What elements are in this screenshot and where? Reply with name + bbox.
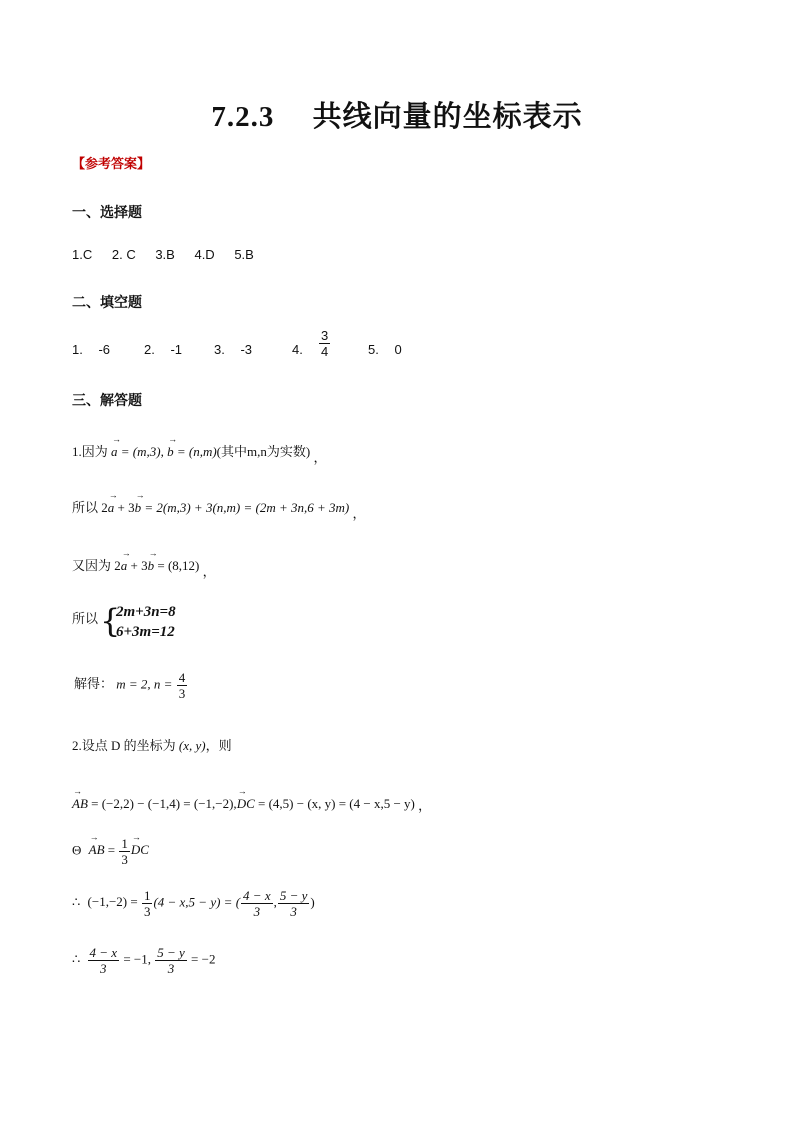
problem2-t1-fraction-b (278, 888, 310, 919)
therefore-symbol: ∴ (72, 951, 81, 967)
problem2-line1-tail: ， (418, 798, 432, 813)
system-equation-2: 6+3m=12 (116, 624, 175, 640)
problem1-solve-prefix: 解得： (74, 676, 114, 692)
answer-tag: 【参考答案】 (72, 156, 151, 171)
fraction-numerator: 5 − y (279, 888, 308, 903)
fill-answer-4-numerator: 3 (321, 328, 329, 343)
choice-answers (72, 247, 254, 262)
problem2-t2-mid: = −1, (123, 951, 151, 967)
fill-answer-4-label: 4. (292, 342, 303, 357)
problem1-given-note: (其中m,n为实数) (216, 444, 311, 459)
problem2-intro-tail: ，则 (205, 738, 232, 753)
problem2-t2-tail: = −2 (191, 951, 216, 967)
problem1-also-line (72, 555, 216, 579)
problem1-intro: 1.因为 (72, 444, 108, 459)
problem2-intro-coord: (x, y) (178, 738, 206, 753)
problem1-system-prefix: 所以 (72, 611, 99, 626)
vector-ab-label: → AB (72, 796, 88, 812)
problem1-given-line (72, 441, 327, 465)
fraction-denominator: 3 (100, 961, 107, 976)
problem1-given-tail: ， (313, 450, 327, 465)
fraction-denominator: 3 (143, 904, 151, 919)
fraction-numerator: 4 − x (89, 945, 118, 960)
problem2-t2-fraction-b (155, 945, 187, 976)
vector-a-label: → a (108, 500, 115, 516)
problem1-solve-expr: m = 2, n = (116, 676, 173, 692)
section-fill-heading: 二、填空题 (72, 296, 142, 311)
problem1-solve-fraction (177, 670, 188, 701)
problem1-solution-line (72, 670, 188, 701)
vector-b-label: → b (135, 500, 142, 516)
fill-value-3: -3 (240, 342, 253, 357)
fill-value-5: 0 (394, 342, 402, 357)
vector-a-label: → a (111, 444, 118, 460)
problem1-so1-tail: ， (352, 506, 366, 521)
problem2-intro-line (72, 735, 232, 754)
section-choice-heading: 一、选择题 (72, 206, 142, 221)
problem2-because-line (72, 836, 149, 867)
problem2-because-fraction (119, 836, 130, 867)
fraction-denominator: 3 (178, 686, 186, 701)
brace-icon: { (100, 602, 121, 640)
problem2-because-eq: = (107, 842, 116, 858)
problem2-ab-expr: = (−2,2) − (−1,4) = (−1,−2), (91, 796, 237, 811)
choice-answer-4: 4.D (194, 247, 215, 262)
choice-answer-1: 1.C (72, 247, 93, 262)
problem2-intro: 2.设点 D 的坐标为 (72, 738, 176, 753)
problem1-also-expr: = (8,12) (157, 558, 200, 573)
fill-answer-4-fraction (319, 328, 330, 359)
problem2-therefore-line-2 (72, 945, 215, 976)
problem2-t1-fraction (142, 888, 153, 919)
fraction-numerator: 4 (178, 670, 186, 685)
problem2-dc-expr: = (4,5) − (x, y) = (4 − x,5 − y) (258, 796, 415, 811)
vector-b-label: → b (148, 558, 155, 574)
fill-answer-4-denominator: 4 (321, 344, 329, 359)
fill-value-2: -1 (170, 342, 183, 357)
fill-label-5: 5. (368, 342, 379, 357)
because-symbol: Θ (72, 842, 82, 858)
problem1-also-prefix: 又因为 (72, 558, 112, 573)
vector-dc-label: → DC (131, 842, 149, 858)
problem2-t1-left: (−1,−2) = (87, 894, 138, 910)
problem1-sum-line (72, 497, 366, 521)
coef-three: 3 (141, 558, 148, 573)
problem1-so1-expr: = 2(m,3) + 3(n,m) = (2m + 3n,6 + 3m) (144, 500, 350, 515)
vector-a-label: → a (121, 558, 128, 574)
vector-b-label: → b (167, 444, 174, 460)
therefore-symbol: ∴ (72, 894, 81, 910)
plus-sign: + (130, 558, 138, 573)
problem2-t2-fraction-a (88, 945, 120, 976)
vector-dc-label: → DC (237, 796, 255, 812)
fill-answer-1 (72, 342, 110, 357)
coef-three: 3 (128, 500, 135, 515)
fill-answer-3 (214, 342, 252, 357)
choice-answer-3: 3.B (155, 247, 175, 262)
problem2-therefore-line-1 (72, 888, 315, 919)
problem1-so1-prefix: 所以 (72, 500, 99, 515)
coef-two: 2 (114, 558, 121, 573)
vector-ab-label: → AB (89, 842, 105, 858)
section-solve-heading: 三、解答题 (72, 394, 142, 409)
fill-value-1: -6 (98, 342, 111, 357)
fraction-numerator: 1 (121, 836, 128, 851)
fill-answer-5 (368, 342, 402, 357)
fill-label-1: 1. (72, 342, 83, 357)
problem2-t1-mid: (4 − x,5 − y) = ( (153, 894, 241, 910)
fill-answer-2 (144, 342, 182, 357)
fill-label-2: 2. (144, 342, 155, 357)
choice-answer-2: 2. C (111, 247, 136, 262)
fraction-denominator: 3 (290, 904, 297, 919)
coef-two: 2 (101, 500, 108, 515)
problem2-t1-close: ) (310, 894, 315, 910)
fill-label-3: 3. (214, 342, 225, 357)
problem2-t1-fraction-a (241, 888, 273, 919)
problem1-given-a: = (m,3), (120, 444, 164, 459)
page-title: 7.2.3 共线向量的坐标表示 (211, 101, 583, 133)
fraction-denominator: 3 (121, 852, 128, 867)
fraction-numerator: 4 − x (243, 888, 271, 903)
problem2-vectors-line (72, 793, 431, 812)
system-equation-1: 2m+3n=8 (116, 604, 176, 620)
plus-sign: + (117, 500, 125, 515)
fraction-denominator: 3 (253, 904, 261, 919)
fraction-numerator: 1 (143, 888, 151, 903)
problem2-t1-comma: , (273, 894, 277, 910)
problem1-given-b: = (n,m) (176, 444, 217, 459)
problem1-also-tail: ， (202, 564, 216, 579)
fraction-denominator: 3 (167, 961, 175, 976)
fraction-numerator: 5 − y (157, 945, 185, 960)
problem1-equation-system (72, 604, 232, 644)
choice-answer-5: 5.B (234, 247, 254, 262)
